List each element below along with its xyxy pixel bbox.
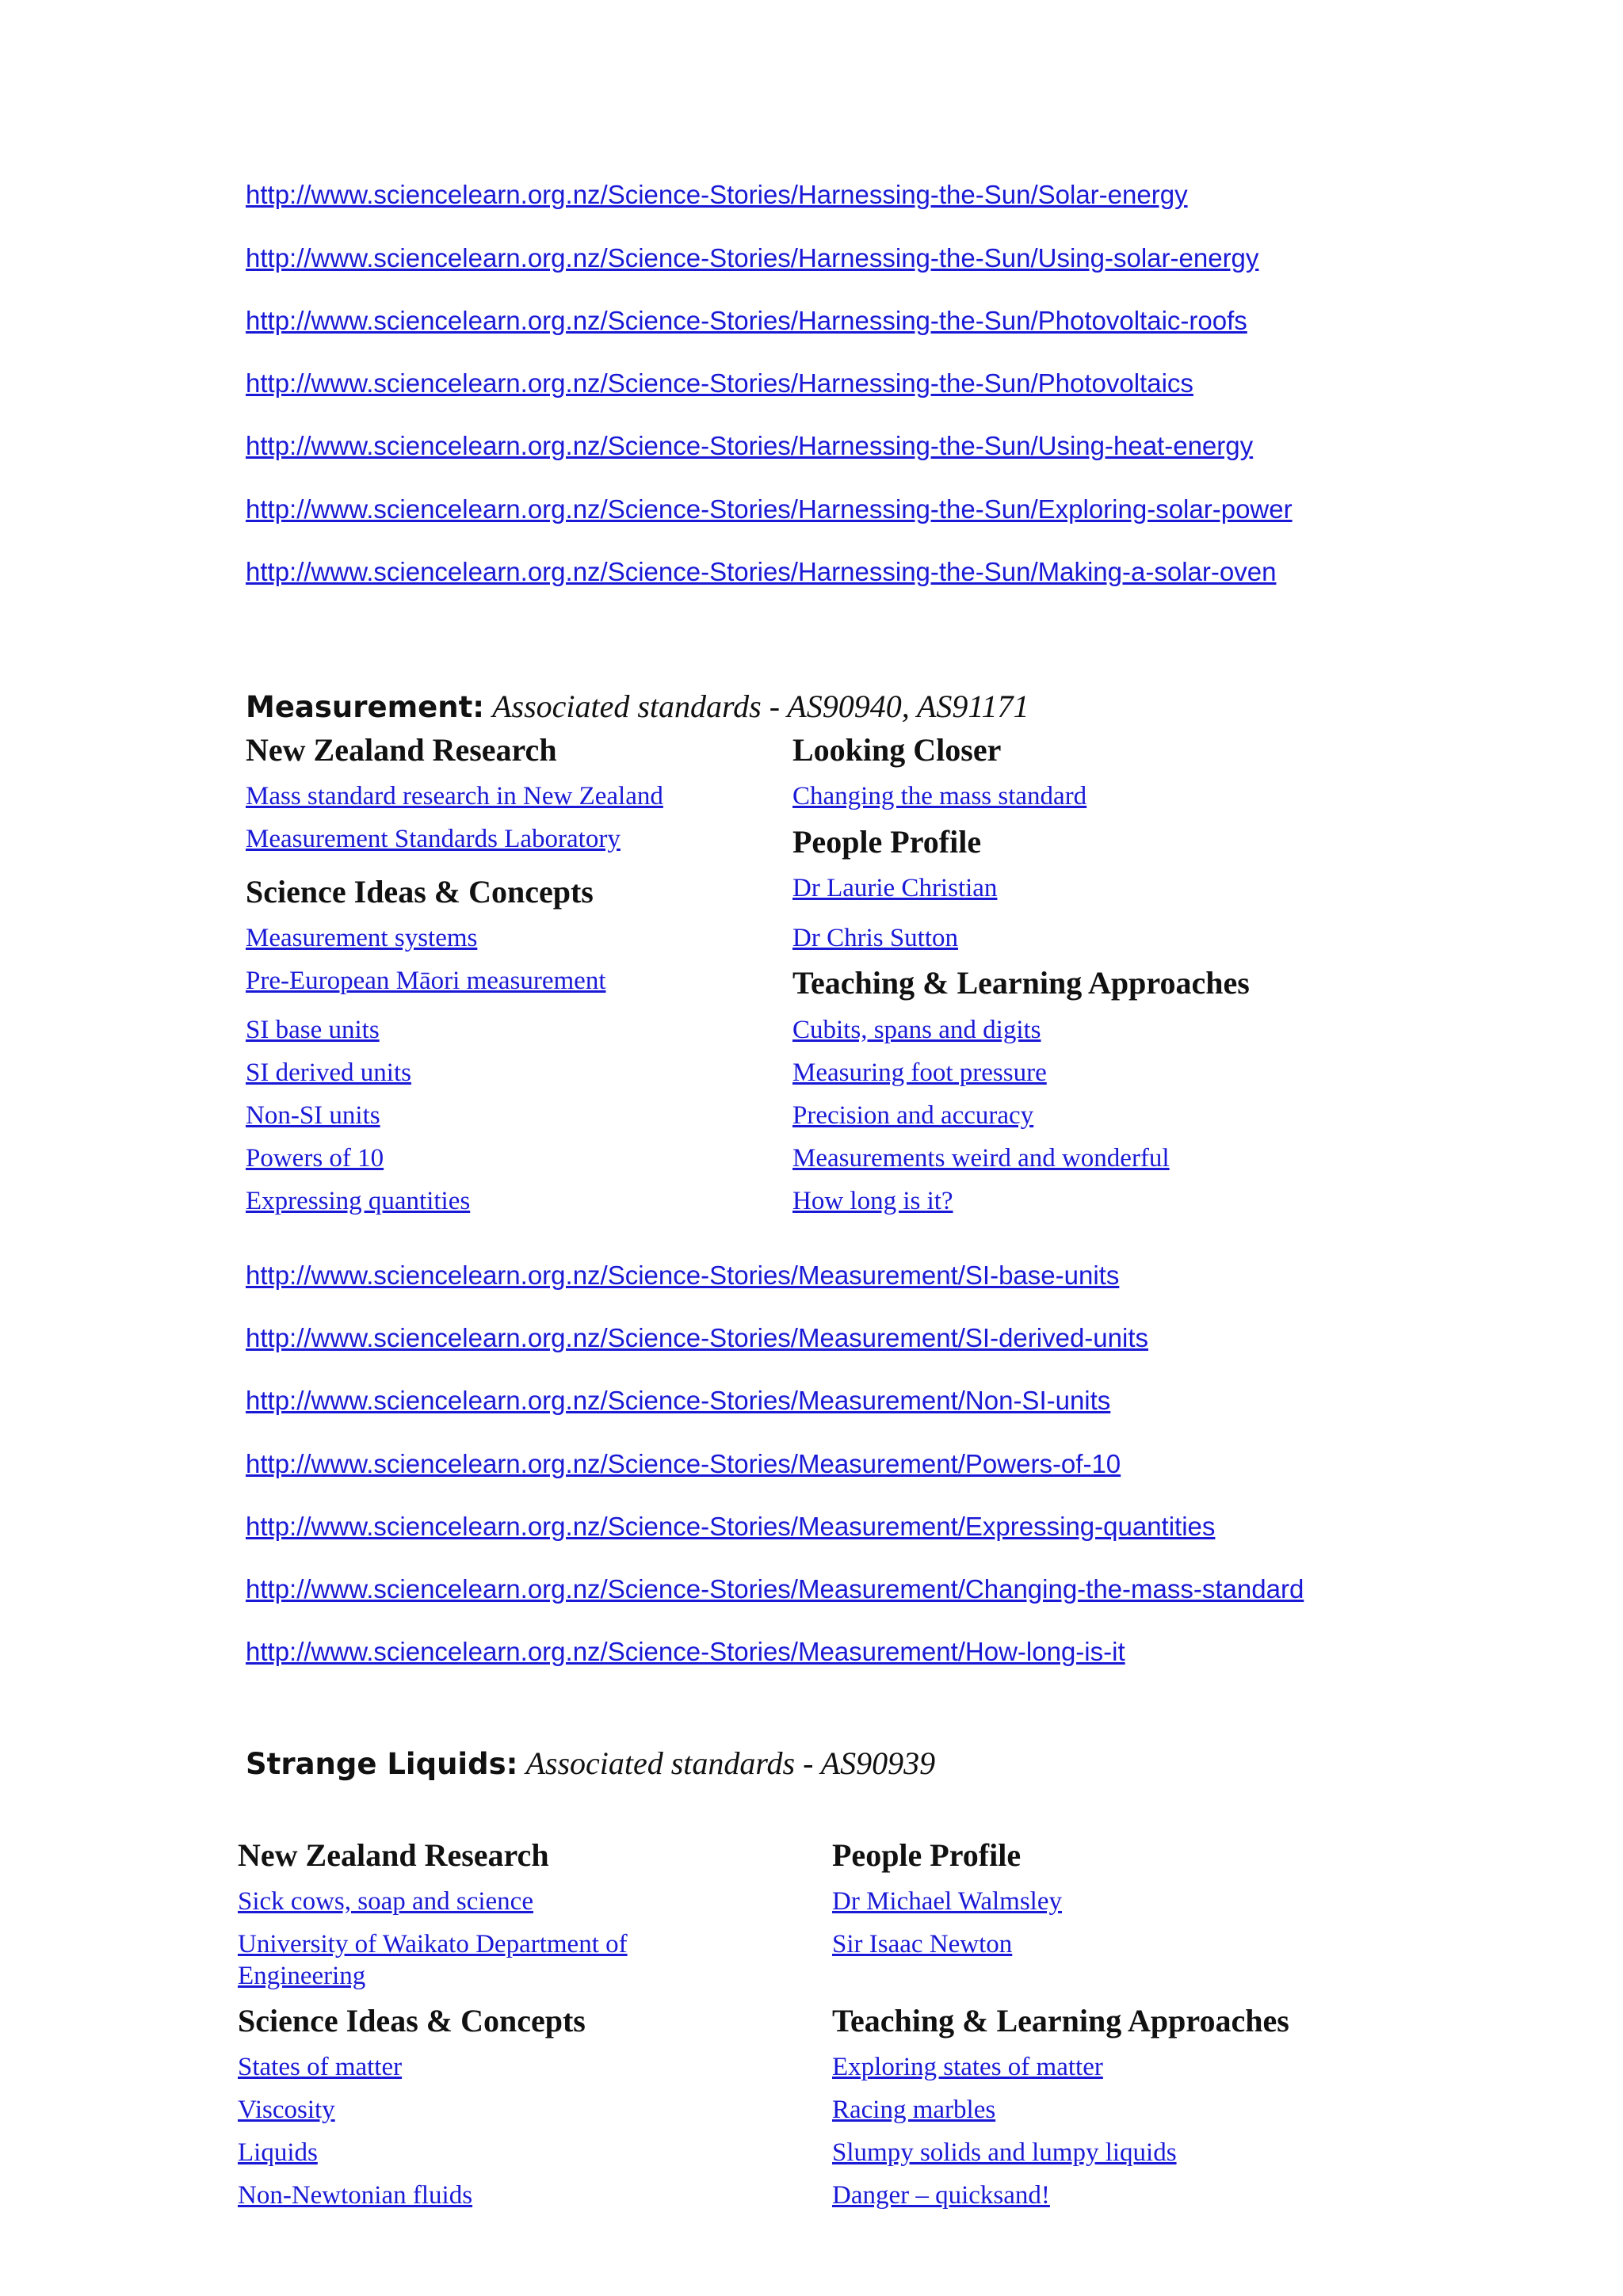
link-item[interactable]: SI derived units (246, 1058, 411, 1087)
link-item[interactable]: Measurements weird and wonderful (792, 1144, 1170, 1173)
link-item[interactable]: Slumpy solids and lumpy liquids (832, 2138, 1177, 2167)
link-item[interactable]: Sir Isaac Newton (832, 1930, 1013, 1958)
heading-nz-research: New Zealand Research (246, 732, 557, 768)
section-title-italic: Associated standards - AS90939 (525, 1745, 936, 1781)
link-item[interactable]: University of Waikato Department of (238, 1930, 628, 1958)
url-link[interactable]: http://www.sciencelearn.org.nz/Science-Stories/Harnessing-the-Sun/Making-a-solar-oven (246, 557, 1277, 586)
url-link[interactable]: http://www.sciencelearn.org.nz/Science-Stories/Harnessing-the-Sun/Photovoltaic-roofs (246, 306, 1247, 335)
link-item[interactable]: Racing marbles (832, 2096, 996, 2124)
heading-people-profile: People Profile (832, 1837, 1022, 1873)
heading-looking-closer: Looking Closer (792, 732, 1002, 768)
section-title-strange-liquids (246, 1745, 935, 1783)
link-item[interactable]: Dr Chris Sutton (792, 924, 959, 952)
url-link[interactable]: http://www.sciencelearn.org.nz/Science-Stories/Harnessing-the-Sun/Solar-energy (246, 180, 1188, 209)
link-item[interactable]: Measurement systems (246, 924, 478, 952)
heading-nz-research: New Zealand Research (238, 1837, 549, 1873)
section-title-measurement (246, 688, 1029, 727)
link-item[interactable]: Viscosity (238, 2096, 335, 2124)
section-title-bold: Measurement: (246, 690, 485, 724)
link-item[interactable]: Changing the mass standard (792, 782, 1087, 810)
link-item[interactable]: Sick cows, soap and science (238, 1887, 533, 1916)
heading-science-ideas: Science Ideas & Concepts (246, 874, 594, 910)
url-link[interactable]: http://www.sciencelearn.org.nz/Science-Stories/Measurement/SI-base-units (246, 1261, 1120, 1290)
url-link[interactable]: http://www.sciencelearn.org.nz/Science-Stories/Harnessing-the-Sun/Using-heat-energy (246, 431, 1254, 460)
section-title-bold: Strange Liquids: (246, 1747, 518, 1781)
link-item[interactable]: Non-SI units (246, 1101, 380, 1130)
url-link[interactable]: http://www.sciencelearn.org.nz/Science-Stories/Harnessing-the-Sun/Exploring-solar-power (246, 494, 1293, 524)
url-link[interactable]: http://www.sciencelearn.org.nz/Science-Stories/Measurement/How-long-is-it (246, 1637, 1125, 1666)
url-link[interactable]: http://www.sciencelearn.org.nz/Science-Stories/Measurement/Changing-the-mass-standard (246, 1574, 1304, 1604)
link-item[interactable]: How long is it? (792, 1187, 953, 1215)
link-item[interactable]: Measuring foot pressure (792, 1058, 1047, 1087)
url-link[interactable]: http://www.sciencelearn.org.nz/Science-Stories/Harnessing-the-Sun/Photovoltaics (246, 368, 1193, 398)
heading-teaching-learning: Teaching & Learning Approaches (792, 965, 1250, 1001)
link-item[interactable]: Liquids (238, 2138, 318, 2167)
heading-people-profile: People Profile (792, 824, 982, 860)
link-item[interactable]: Pre-European Māori measurement (246, 967, 606, 995)
link-item[interactable]: Danger – quicksand! (832, 2181, 1050, 2210)
url-link[interactable]: http://www.sciencelearn.org.nz/Science-Stories/Measurement/Powers-of-10 (246, 1449, 1121, 1478)
url-link[interactable]: http://www.sciencelearn.org.nz/Science-Stories/Measurement/Expressing-quantities (246, 1512, 1216, 1541)
link-item[interactable]: Exploring states of matter (832, 2053, 1103, 2081)
url-link[interactable]: http://www.sciencelearn.org.nz/Science-Stories/Measurement/Non-SI-units (246, 1386, 1111, 1415)
link-item[interactable]: Non-Newtonian fluids (238, 2181, 473, 2210)
link-item[interactable]: Precision and accuracy (792, 1101, 1034, 1130)
link-item[interactable]: Cubits, spans and digits (792, 1016, 1041, 1044)
url-link[interactable]: http://www.sciencelearn.org.nz/Science-Stories/Measurement/SI-derived-units (246, 1323, 1148, 1352)
link-item[interactable]: Mass standard research in New Zealand (246, 782, 663, 810)
link-item[interactable]: SI base units (246, 1016, 380, 1044)
link-item[interactable]: Engineering (238, 1962, 366, 1990)
link-item[interactable]: Dr Laurie Christian (792, 874, 998, 902)
link-item[interactable]: Expressing quantities (246, 1187, 471, 1215)
link-item[interactable]: Powers of 10 (246, 1144, 384, 1173)
link-item[interactable]: Dr Michael Walmsley (832, 1887, 1062, 1916)
section-title-italic: Associated standards - AS90940, AS91171 (492, 688, 1029, 724)
link-item[interactable]: States of matter (238, 2053, 403, 2081)
url-link[interactable]: http://www.sciencelearn.org.nz/Science-Stories/Harnessing-the-Sun/Using-solar-energy (246, 243, 1259, 273)
heading-teaching-learning: Teaching & Learning Approaches (832, 2003, 1289, 2039)
heading-science-ideas: Science Ideas & Concepts (238, 2003, 586, 2039)
link-item[interactable]: Measurement Standards Laboratory (246, 825, 621, 853)
